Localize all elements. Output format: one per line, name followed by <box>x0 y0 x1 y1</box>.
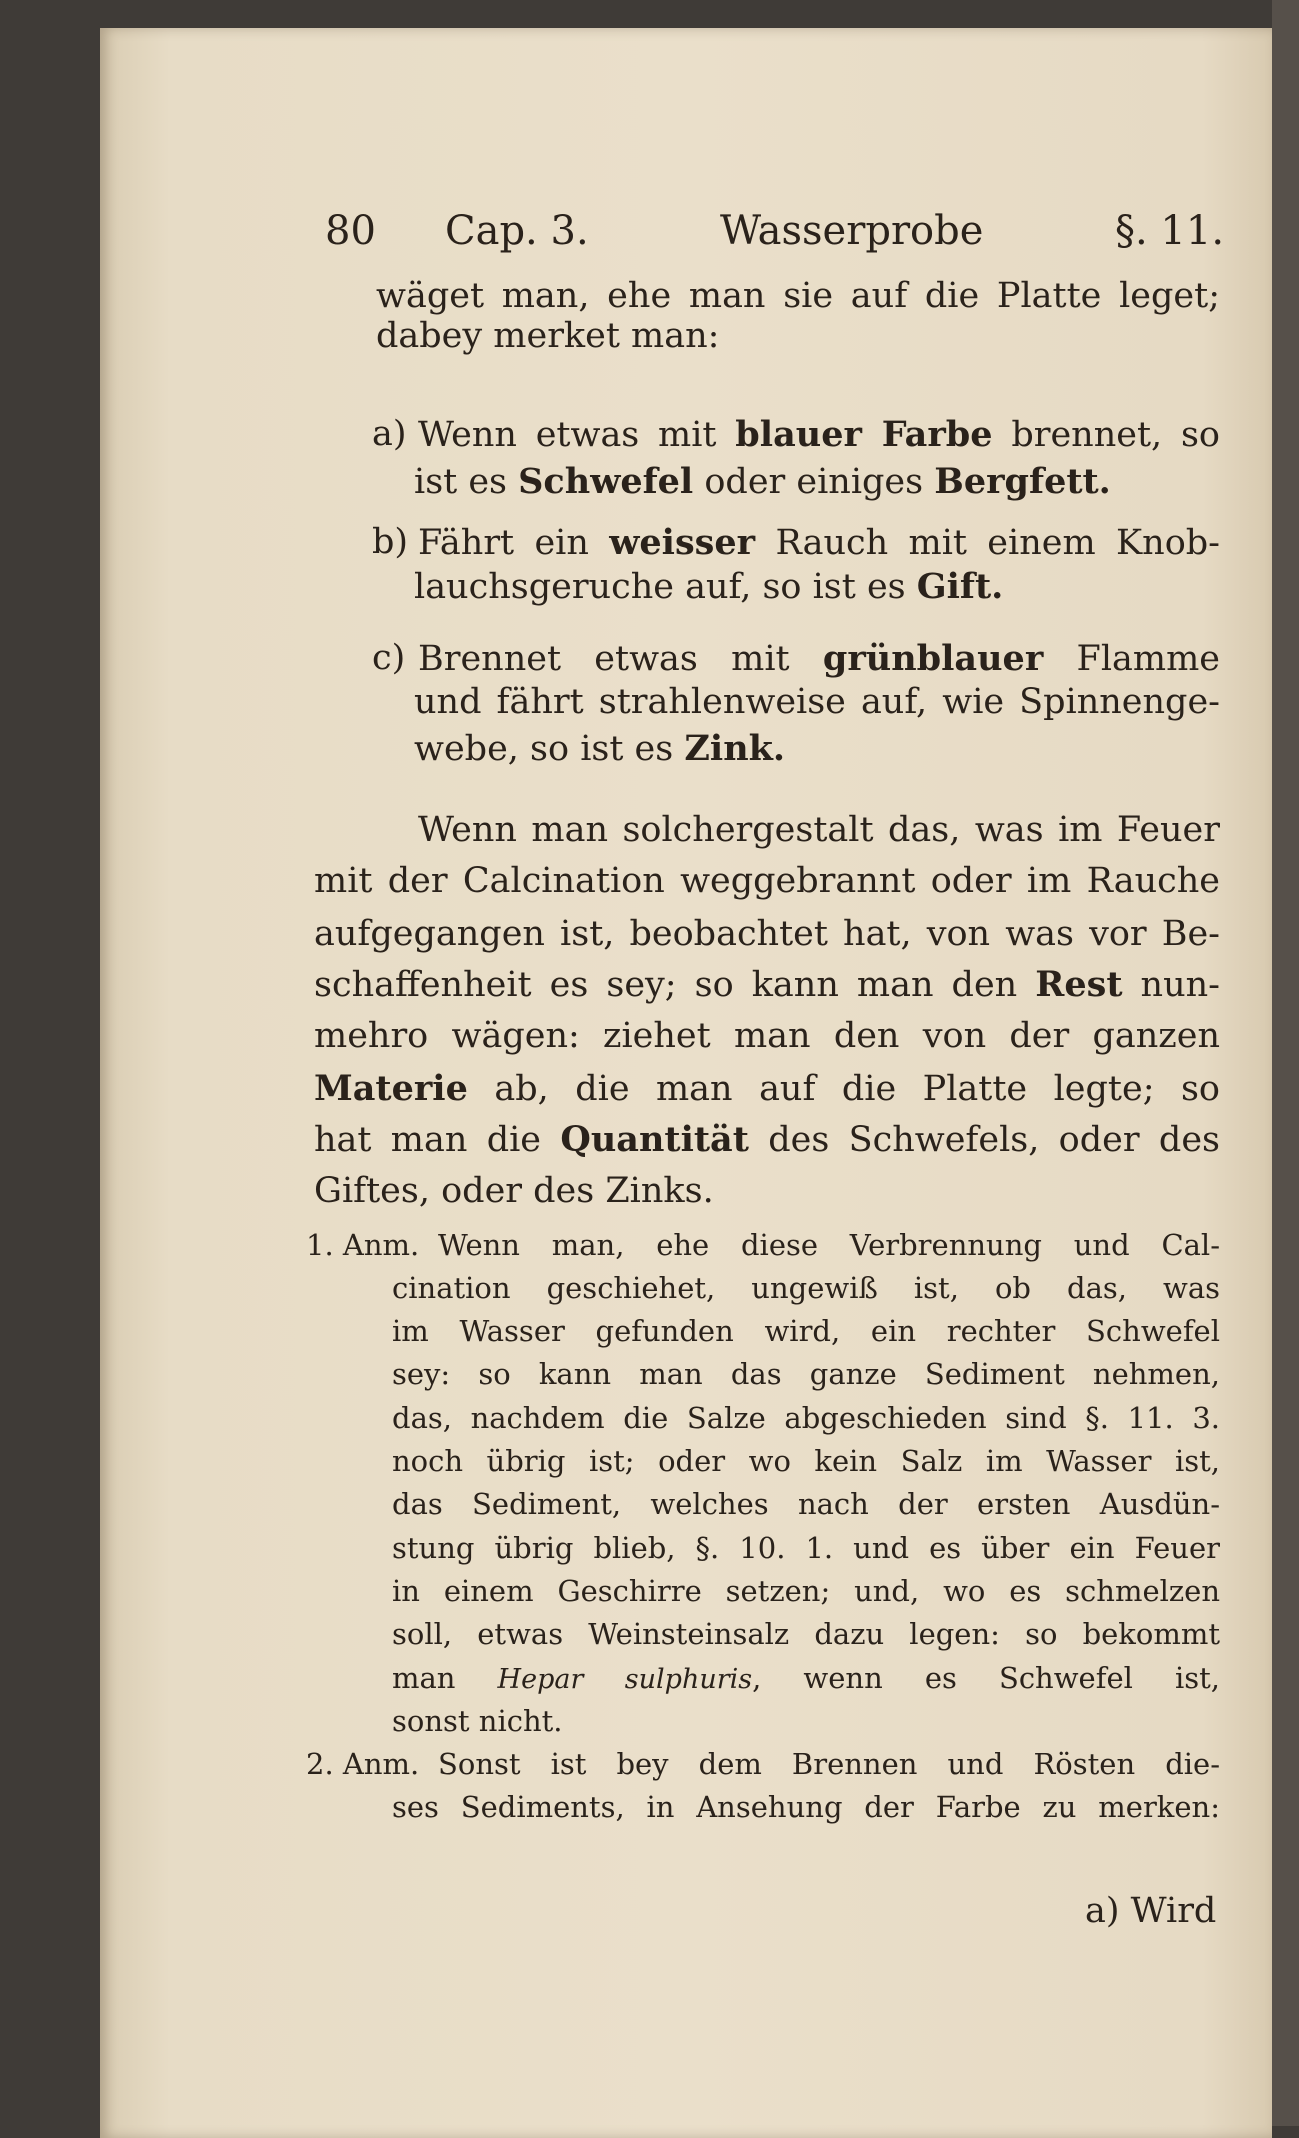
intro-line <box>376 275 1220 316</box>
running-title: Wasserprobe <box>720 208 984 254</box>
emphasized-term: Quantität <box>560 1118 749 1160</box>
chapter-heading: Cap. 3. <box>445 208 589 254</box>
emphasized-term: Schwefel <box>518 460 694 502</box>
emphasized-term: grünblauer <box>822 637 1044 679</box>
note-label: 2. Anm. <box>306 1747 420 1782</box>
text-run: sey: so kann man das ganze Sediment nehmen, <box>392 1357 1220 1392</box>
list-item-line <box>414 681 1220 722</box>
text-run: ab, die man auf die Platte legte; so <box>467 1068 1220 1109</box>
text-run: webe, so ist es <box>414 728 685 769</box>
list-marker: c) <box>372 637 406 678</box>
text-run: im Wasser gefunden wird, ein rechter Schwefel <box>392 1314 1220 1349</box>
paragraph-line <box>314 1170 1220 1211</box>
text-run: hat man die <box>314 1119 561 1160</box>
text-run: in einem Geschirre setzen; und, wo es schmelzen <box>392 1573 1220 1608</box>
text-run: Wenn man solchergestalt das, was im Feuer <box>418 809 1220 850</box>
text-run: ist es <box>414 461 519 502</box>
text-run: noch übrig ist; oder wo kein Salz im Wasser ist, <box>392 1444 1220 1478</box>
list-item-line <box>414 727 1220 769</box>
text-run: des Schwefels, oder des <box>748 1119 1220 1160</box>
list-item-line <box>414 565 1220 607</box>
text-run: dabey merket man: <box>376 315 720 356</box>
latin-term: Hepar sulphuris <box>497 1663 753 1695</box>
text-run: Sonst ist bey dem Brennen und Rösten die- <box>438 1747 1220 1782</box>
paragraph-line <box>314 963 1220 1005</box>
note-line <box>392 1270 1220 1305</box>
text-run: mit der Calcination weggebrannt oder im Rauche <box>314 860 1220 901</box>
page-number: 80 <box>325 208 376 254</box>
note-label: 1. Anm. <box>306 1227 420 1262</box>
note-line <box>392 1617 1220 1652</box>
emphasized-term: Rest <box>1035 963 1123 1005</box>
list-item-line <box>418 521 1221 563</box>
text-run: man <box>392 1660 498 1695</box>
emphasized-term: Materie <box>314 1067 468 1109</box>
list-item-line <box>414 460 1220 502</box>
note-line <box>438 1747 1220 1782</box>
note-line <box>392 1790 1220 1825</box>
list-marker: a) <box>372 413 407 454</box>
paragraph-line <box>314 913 1220 954</box>
note-line <box>392 1400 1220 1435</box>
text-run: Giftes, oder des Zinks. <box>314 1170 714 1211</box>
text-run: Brennet etwas mit <box>418 638 823 679</box>
emphasized-term: Zink. <box>684 727 786 769</box>
text-run: lauchsgeruche auf, so ist es <box>414 566 917 607</box>
text-run: das Sediment, welches nach der ersten Ausdün- <box>392 1487 1220 1522</box>
text-run: Flamme <box>1043 638 1220 679</box>
note-line <box>392 1444 1220 1478</box>
paragraph-line <box>314 1015 1220 1056</box>
catchword: a) Wird <box>1085 1891 1217 1931</box>
text-run: und fährt strahlenweise auf, wie Spinnenge- <box>414 681 1220 722</box>
note-line <box>392 1487 1220 1522</box>
text-run: stung übrig blieb, §. 10. 1. und es über ein Feuer <box>392 1530 1220 1565</box>
text-run: cination geschiehet, ungewiß ist, ob das, was <box>392 1270 1220 1305</box>
emphasized-term: weisser <box>609 521 756 563</box>
note-line <box>392 1357 1220 1392</box>
text-run: Wenn etwas mit <box>418 414 736 455</box>
text-run: Wenn man, ehe diese Verbrennung und Cal- <box>438 1227 1220 1262</box>
book-spine-edge <box>1272 0 1299 2126</box>
emphasized-term: Bergfett. <box>934 460 1111 502</box>
section-number: §. 11. <box>1115 208 1225 254</box>
text-run: Fährt ein <box>418 522 610 563</box>
paragraph-line <box>418 809 1220 850</box>
text-run: nun- <box>1122 964 1220 1005</box>
paragraph-line <box>314 1118 1220 1160</box>
text-run: das, nachdem die Salze abgeschieden sind §. 11. 3. <box>392 1400 1220 1435</box>
paragraph-line <box>314 1067 1220 1109</box>
text-run: oder einiges <box>693 461 935 502</box>
text-run: ses Sediments, in Ansehung der Farbe zu merken: <box>392 1790 1220 1825</box>
book-page <box>100 28 1272 2138</box>
note-line <box>392 1703 1220 1738</box>
paragraph-line <box>314 860 1220 901</box>
text-run: , wenn es Schwefel ist, <box>752 1660 1220 1695</box>
text-run: Rauch mit einem Knob- <box>755 522 1221 563</box>
text-run: soll, etwas Weinsteinsalz dazu legen: so bekommt <box>392 1617 1220 1652</box>
text-run: mehro wägen: ziehet man den von der ganzen <box>314 1015 1220 1056</box>
list-item-line <box>418 637 1220 679</box>
text-run: wäget man, ehe man sie auf die Platte leget; <box>376 275 1220 316</box>
list-item-line <box>418 413 1220 455</box>
intro-line <box>376 315 1220 356</box>
note-line <box>438 1227 1220 1262</box>
note-line <box>392 1530 1220 1565</box>
text-run: aufgegangen ist, beobachtet hat, von was vor Be- <box>314 913 1220 954</box>
text-run: schaffenheit es sey; so kann man den <box>314 964 1036 1005</box>
note-line <box>392 1660 1220 1695</box>
note-line <box>392 1573 1220 1608</box>
text-run: sonst nicht. <box>392 1703 563 1738</box>
text-run: brennet, so <box>992 414 1220 455</box>
list-marker: b) <box>372 521 409 562</box>
emphasized-term: blauer Farbe <box>735 413 993 455</box>
note-line <box>392 1314 1220 1349</box>
emphasized-term: Gift. <box>916 565 1004 607</box>
